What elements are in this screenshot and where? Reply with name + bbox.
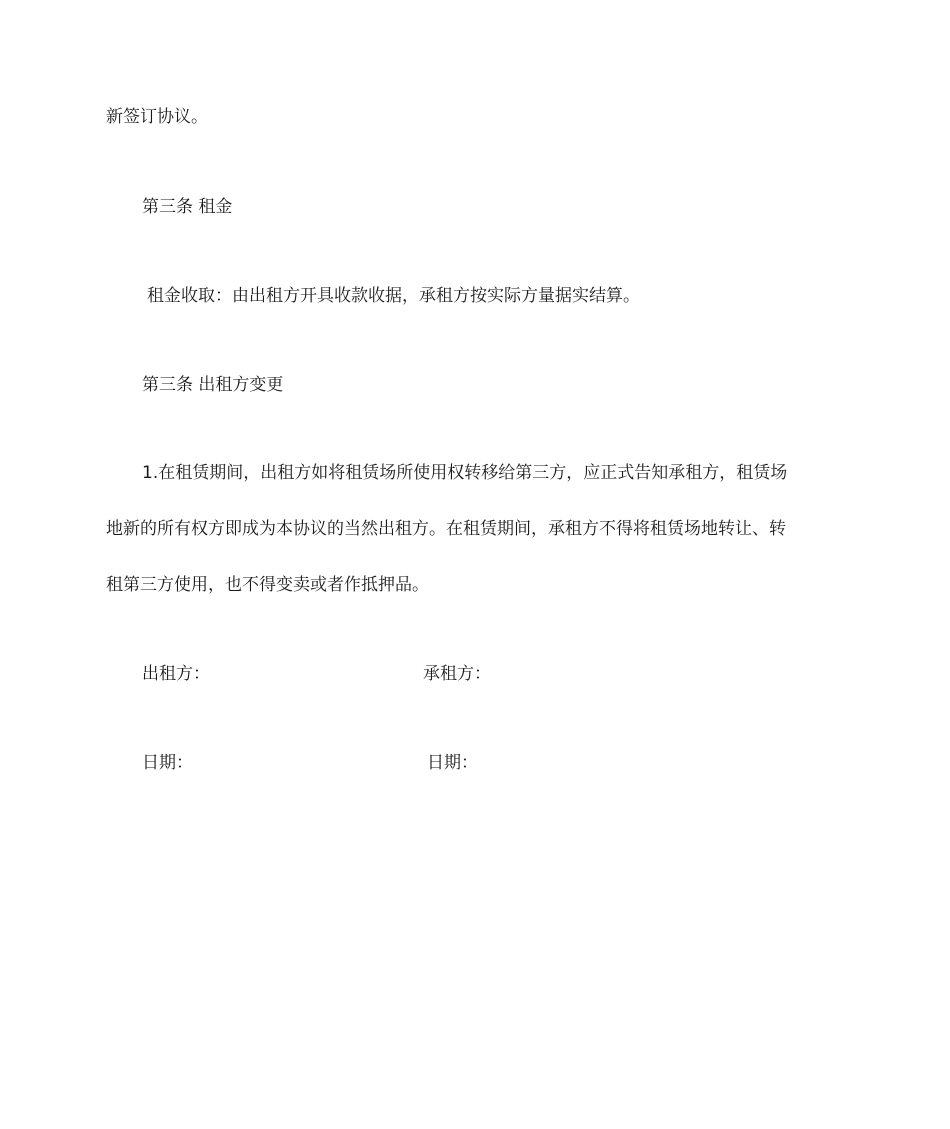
continued-paragraph-text: 新签订协议。	[106, 107, 208, 127]
lessor-date-label: 日期：	[142, 753, 193, 773]
clause-1-line-3: 租第三方使用，也不得变卖或者作抵押品。	[106, 575, 429, 595]
clause-1-line-1: 1.在租赁期间，出租方如将租赁场所使用权转移给第三方，应正式告知承租方，租赁场	[142, 463, 788, 483]
lessee-signature-label: 承租方：	[423, 664, 491, 684]
rent-collection-paragraph: 租金收取：由出租方开具收款收据，承租方按实际方量据实结算。	[147, 286, 640, 306]
lessor-signature-label: 出租方：	[142, 664, 210, 684]
article-rent-heading: 第三条 租金	[142, 197, 233, 217]
article-lessor-change-heading: 第三条 出租方变更	[142, 375, 284, 395]
clause-1-line-2: 地新的所有权方即成为本协议的当然出租方。在租赁期间，承租方不得将租赁场地转让、转	[106, 519, 786, 539]
lessee-date-label: 日期：	[427, 753, 478, 773]
